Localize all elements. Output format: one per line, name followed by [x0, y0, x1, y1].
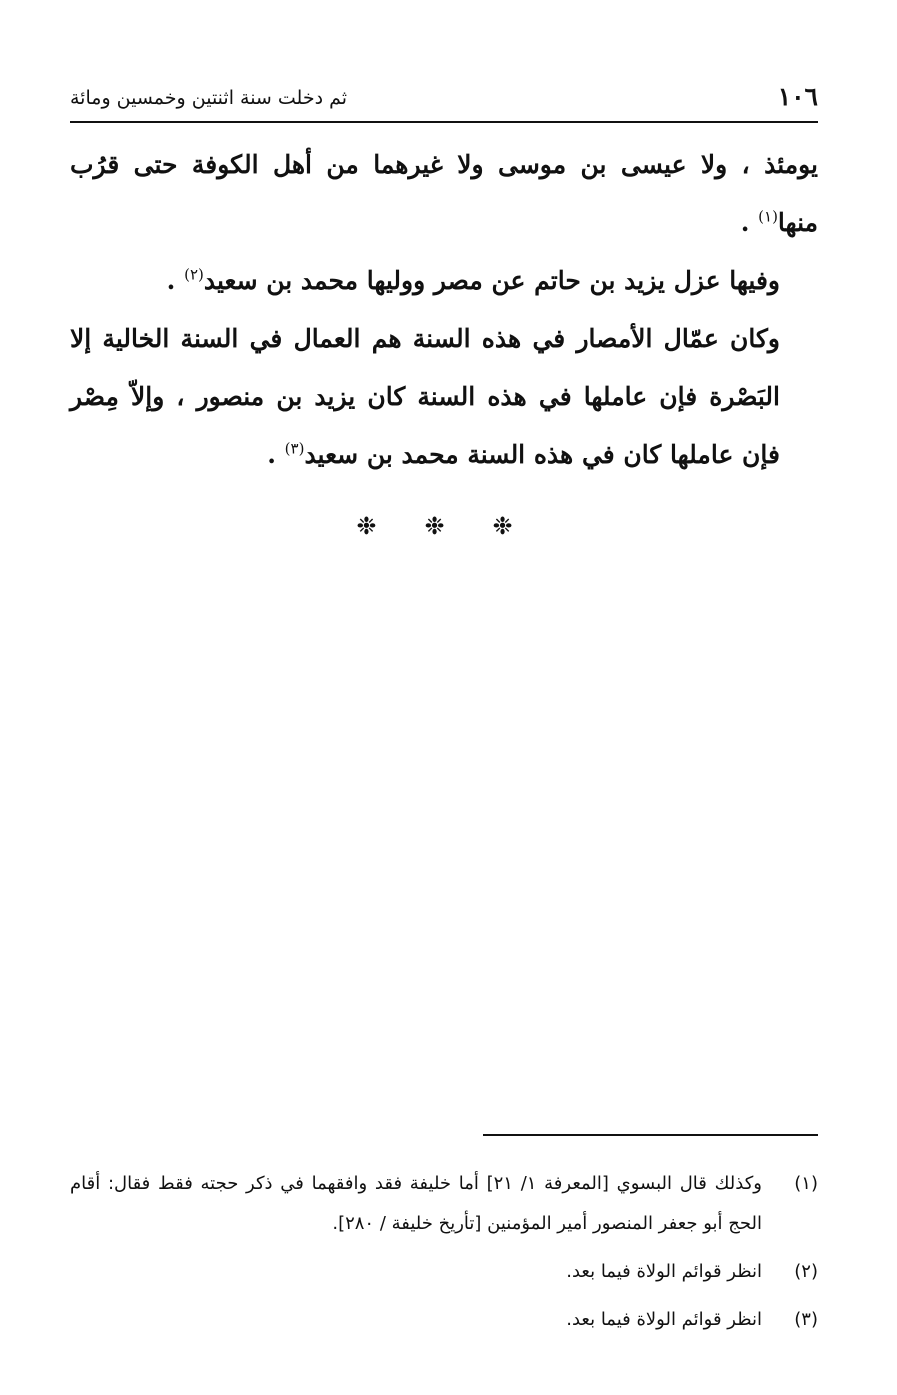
section-separator — [0, 512, 897, 540]
running-title: ثم دخلت سنة اثنتين وخمسين ومائة — [70, 87, 348, 109]
paragraph-3-text: وكان عمّال الأمصار في هذه السنة هم العمال في السنة الخالية إلا البَصْرة فإن عاملها في هذه السنة كان يزيد بن منصور ، وإلاّ مِصْر فإن عاملها كان في هذه السنة محمد بن سعيد — [70, 324, 780, 469]
separator-star-icon: ❉ — [424, 512, 473, 540]
footnote-text: انظر قوائم الولاة فيما بعد. — [566, 1309, 762, 1330]
paragraph-1-end: . — [740, 208, 759, 237]
footnote-rule — [483, 1134, 818, 1136]
footnote-ref-2[interactable]: (٢) — [184, 265, 204, 284]
footnotes — [70, 1164, 818, 1348]
footnote-number: (١) — [794, 1173, 818, 1194]
header-rule — [70, 121, 818, 123]
page-number: ١٠٦ — [777, 82, 818, 111]
footnote-number: (٣) — [794, 1309, 818, 1330]
footnote-3 — [70, 1300, 818, 1340]
paragraph-2-text: وفيها عزل يزيد بن حاتم عن مصر ووليها محمد بن سعيد — [203, 266, 780, 295]
paragraph-3 — [70, 310, 818, 484]
paragraph-1-text: يومئذ ، ولا عيسى بن موسى ولا غيرهما من أهل الكوفة حتى قرُب منها — [70, 150, 818, 237]
main-text — [70, 136, 818, 484]
separator-star-icon: ❉ — [492, 512, 541, 540]
footnote-1 — [70, 1164, 818, 1244]
footnote-text: وكذلك قال البسوي [المعرفة ١/ ٢١] أما خليفة فقد وافقهما في ذكر حجته فقط فقال: أقام الحج أبو جعفر المنصور أمير المؤمنين [تأريخ خليفة / ٢٨٠]. — [70, 1173, 762, 1234]
paragraph-2-end: . — [166, 266, 185, 295]
paragraph-2 — [70, 252, 818, 310]
page-header — [70, 78, 818, 118]
footnote-ref-3[interactable]: (٣) — [284, 439, 305, 458]
footnote-number: (٢) — [794, 1261, 818, 1282]
footnote-ref-1[interactable]: (١) — [758, 207, 778, 226]
paragraph-1 — [70, 136, 818, 252]
footnote-2 — [70, 1252, 818, 1292]
paragraph-3-end: . — [267, 440, 285, 469]
footnote-text: انظر قوائم الولاة فيما بعد. — [566, 1261, 762, 1282]
separator-star-icon: ❉ — [356, 512, 405, 540]
